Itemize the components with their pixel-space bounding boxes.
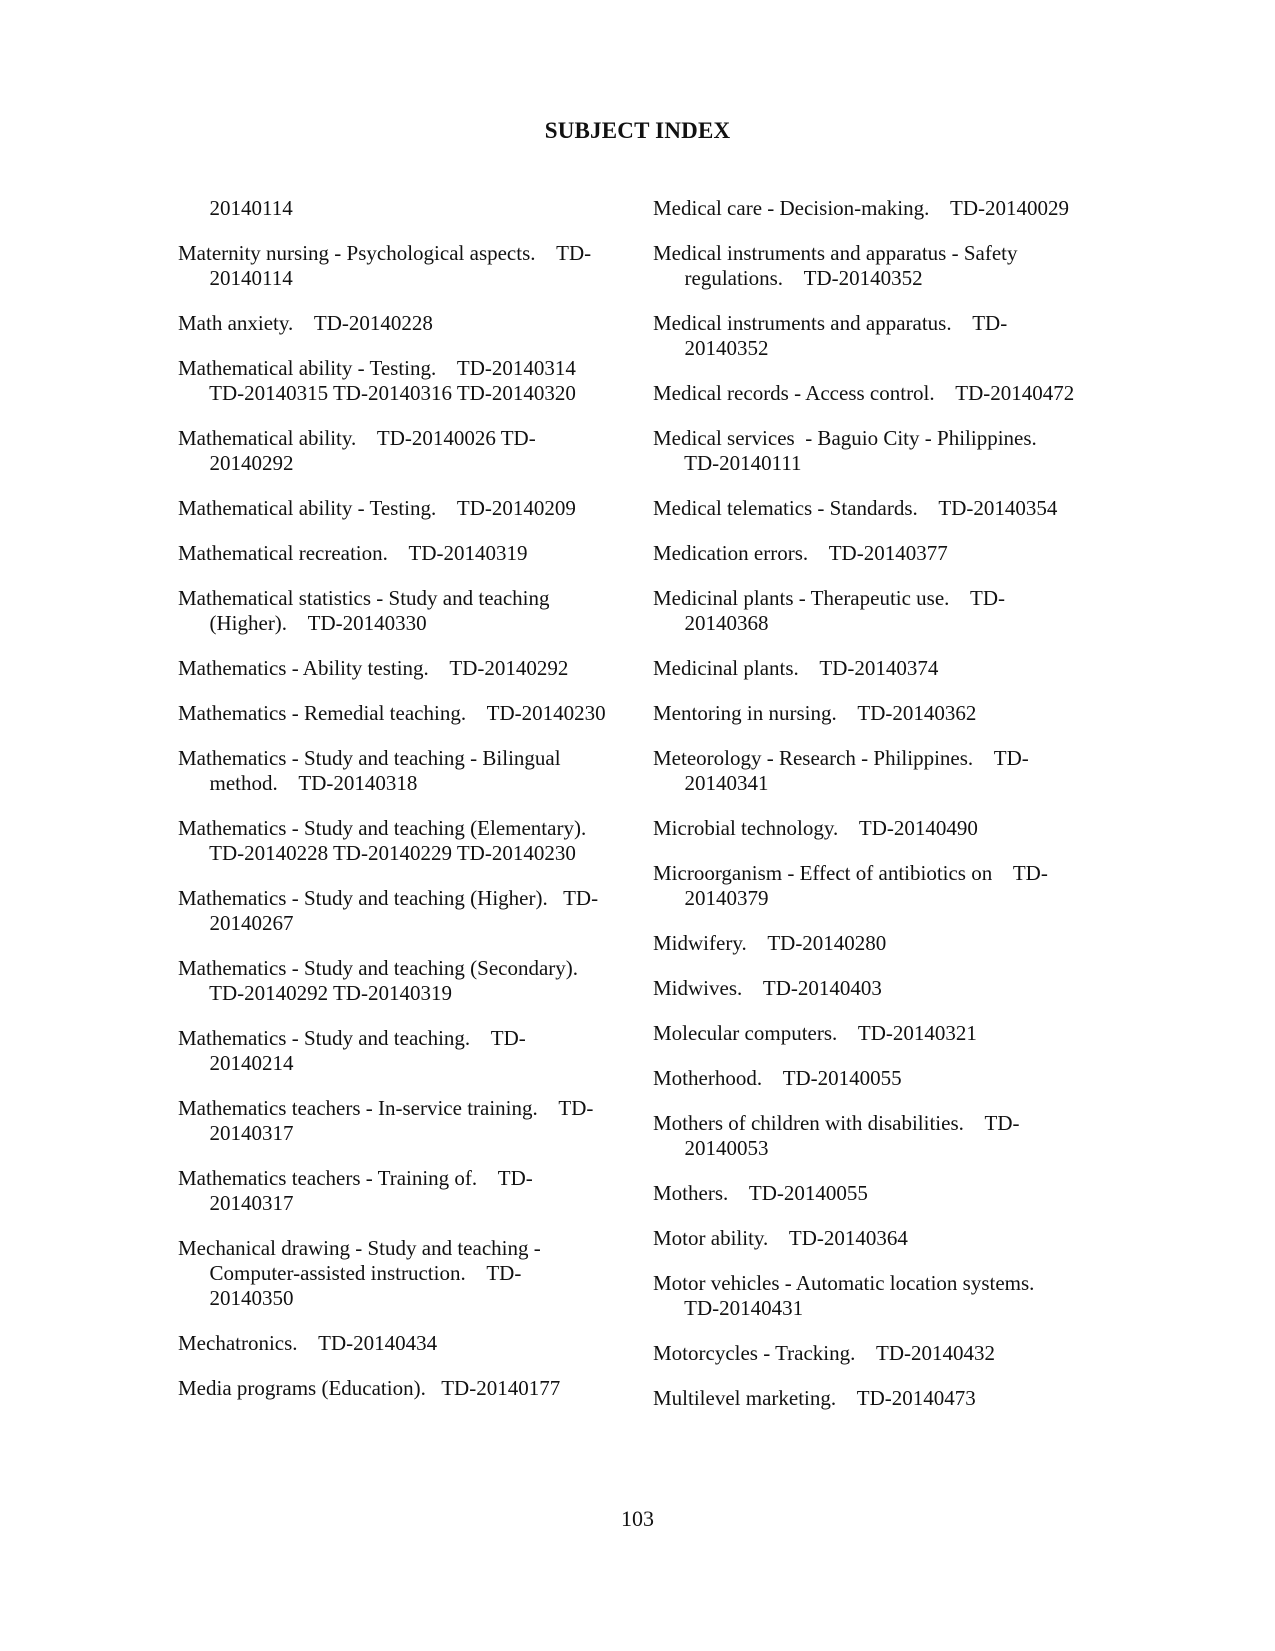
index-entry-line: Medical records - Access control. TD-20140472: [653, 381, 1075, 405]
index-entry-line: Medicinal plants - Therapeutic use. TD-: [653, 586, 1006, 610]
index-entry-line: TD-20140228 TD-20140229 TD-20140230: [178, 841, 576, 865]
index-entry-line: Meteorology - Research - Philippines. TD-: [653, 746, 1029, 770]
index-entry-line: method. TD-20140318: [178, 771, 418, 795]
index-entry-line: 20140317: [178, 1121, 294, 1145]
index-entry: [653, 746, 1029, 796]
index-entry-line: Multilevel marketing. TD-20140473: [653, 1386, 976, 1410]
index-entry-line: Medical services - Baguio City - Philippines.: [653, 426, 1037, 450]
index-entry: [178, 311, 433, 336]
index-entry-line: Mothers. TD-20140055: [653, 1181, 868, 1205]
index-entry: [653, 1066, 902, 1091]
index-entry-line: Maternity nursing - Psychological aspects. TD-: [178, 241, 592, 265]
index-entry-line: Mechatronics. TD-20140434: [178, 1331, 438, 1355]
page-title: SUBJECT INDEX: [544, 118, 731, 143]
index-entry: [653, 1271, 1034, 1321]
index-entry-line: Motherhood. TD-20140055: [653, 1066, 902, 1090]
index-entry-line: Midwifery. TD-20140280: [653, 931, 887, 955]
index-entry-line: Mathematical recreation. TD-20140319: [178, 541, 528, 565]
index-entry: [178, 656, 568, 681]
index-entry: [653, 1181, 868, 1206]
index-entry-line: (Higher). TD-20140330: [178, 611, 427, 635]
index-entry: [178, 541, 528, 566]
index-entry-line: Mathematics teachers - Training of. TD-: [178, 1166, 533, 1190]
index-entry-line: Motor ability. TD-20140364: [653, 1226, 908, 1250]
index-entry-line: 20140053: [653, 1136, 769, 1160]
index-entry: [653, 701, 976, 726]
index-entry-line: Molecular computers. TD-20140321: [653, 1021, 977, 1045]
index-entry: [653, 496, 1057, 521]
index-entry-line: 20140267: [178, 911, 294, 935]
index-entry-line: 20140368: [653, 611, 769, 635]
index-entry-line: Mathematics teachers - In-service training. TD-: [178, 1096, 594, 1120]
index-entry-line: Mathematics - Study and teaching - Bilingual: [178, 746, 561, 770]
index-entry: [653, 241, 1017, 291]
index-entry: [653, 196, 1069, 221]
index-entry: [178, 1376, 560, 1401]
index-entry-line: Mathematics - Study and teaching (Elementary).: [178, 816, 587, 840]
index-entry-line: 20140114: [178, 196, 293, 220]
index-entry-line: TD-20140292 TD-20140319: [178, 981, 452, 1005]
index-entry: [178, 496, 576, 521]
index-entry-line: Medication errors. TD-20140377: [653, 541, 948, 565]
index-entry: [653, 541, 948, 566]
index-entry-line: Mechanical drawing - Study and teaching -: [178, 1236, 541, 1260]
index-entry: [653, 586, 1005, 636]
index-entry: [653, 1111, 1019, 1161]
index-entry: [178, 1331, 437, 1356]
index-entry-line: Mathematical ability. TD-20140026 TD-: [178, 426, 536, 450]
index-entry: [178, 956, 578, 1006]
index-entry: [178, 196, 293, 221]
index-entry-line: Midwives. TD-20140403: [653, 976, 882, 1000]
index-entry: [178, 356, 576, 406]
index-entry: [178, 241, 591, 291]
index-entry: [653, 1341, 995, 1366]
index-entry: [178, 1166, 533, 1216]
index-entry-line: Medical instruments and apparatus. TD-: [653, 311, 1008, 335]
index-entry-line: Medicinal plants. TD-20140374: [653, 656, 939, 680]
index-entry: [178, 586, 550, 636]
index-entry-line: Motor vehicles - Automatic location systems.: [653, 1271, 1035, 1295]
index-entry-line: Media programs (Education). TD-20140177: [178, 1376, 561, 1400]
index-entry-line: 20140214: [178, 1051, 294, 1075]
index-entry: [178, 1026, 526, 1076]
index-entry: [653, 426, 1037, 476]
index-entry-line: Mathematics - Remedial teaching. TD-20140230: [178, 701, 606, 725]
index-entry: [653, 1226, 908, 1251]
index-entry-line: regulations. TD-20140352: [653, 266, 923, 290]
index-entry-line: Mentoring in nursing. TD-20140362: [653, 701, 977, 725]
index-entry: [653, 816, 978, 841]
index-entry-line: Mathematics - Study and teaching. TD-: [178, 1026, 526, 1050]
index-entry: [653, 1021, 977, 1046]
index-entry-line: 20140292: [178, 451, 294, 475]
index-entry-line: 20140352: [653, 336, 769, 360]
index-entry-line: Microorganism - Effect of antibiotics on TD-: [653, 861, 1048, 885]
index-entry: [653, 976, 882, 1001]
index-entry-line: Mathematics - Study and teaching (Secondary).: [178, 956, 579, 980]
index-entry: [653, 656, 938, 681]
index-entry: [653, 931, 886, 956]
index-entry-line: TD-20140315 TD-20140316 TD-20140320: [178, 381, 576, 405]
index-entry-line: 20140379: [653, 886, 769, 910]
index-entry-line: 20140350: [178, 1286, 294, 1310]
index-entry-line: Microbial technology. TD-20140490: [653, 816, 978, 840]
index-entry-line: Mothers of children with disabilities. TD-: [653, 1111, 1020, 1135]
index-entry-line: Computer-assisted instruction. TD-: [178, 1261, 522, 1285]
index-entry-line: Mathematical ability - Testing. TD-20140314: [178, 356, 576, 380]
index-entry: [653, 311, 1007, 361]
index-entry-line: Mathematics - Ability testing. TD-20140292: [178, 656, 569, 680]
index-entry-line: 20140341: [653, 771, 769, 795]
index-entry-line: Mathematical statistics - Study and teaching: [178, 586, 550, 610]
index-entry: [178, 816, 586, 866]
page-number: 103: [621, 1506, 654, 1531]
index-entry-line: TD-20140111: [653, 451, 802, 475]
index-entry-line: 20140317: [178, 1191, 294, 1215]
index-entry-line: Medical instruments and apparatus - Safety: [653, 241, 1018, 265]
index-entry-line: Mathematics - Study and teaching (Higher). TD-: [178, 886, 599, 910]
index-entry: [178, 1096, 593, 1146]
index-entry: [178, 426, 536, 476]
index-entry: [178, 1236, 541, 1311]
index-entry-line: TD-20140431: [653, 1296, 804, 1320]
index-entry: [653, 861, 1048, 911]
index-entry-line: Math anxiety. TD-20140228: [178, 311, 433, 335]
index-entry-line: 20140114: [178, 266, 293, 290]
index-entry: [178, 746, 561, 796]
index-entry: [653, 1386, 976, 1411]
index-entry: [178, 701, 606, 726]
index-entry: [653, 381, 1074, 406]
index-entry-line: Mathematical ability - Testing. TD-20140209: [178, 496, 576, 520]
index-entry: [178, 886, 598, 936]
index-entry-line: Medical care - Decision-making. TD-20140029: [653, 196, 1069, 220]
index-entry-line: Medical telematics - Standards. TD-20140354: [653, 496, 1058, 520]
index-entry-line: Motorcycles - Tracking. TD-20140432: [653, 1341, 995, 1365]
